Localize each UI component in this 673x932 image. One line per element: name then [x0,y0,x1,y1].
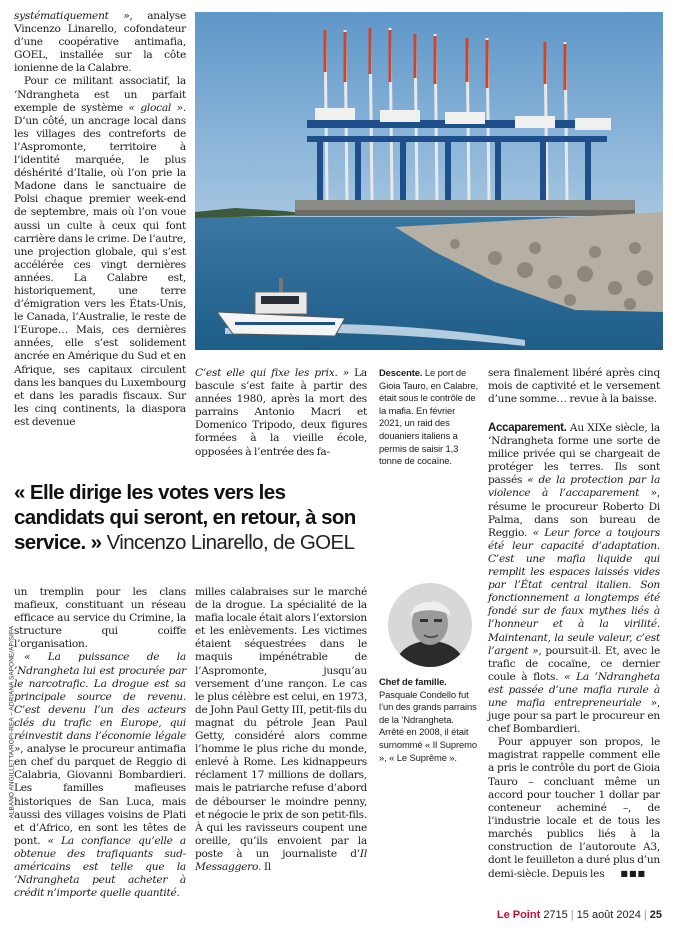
text-run: La bascule s’est faite à partir des années 1980, après la mort des parrains Antonio Macri et Domenico Tripodo, deux figures formées à la vieille école, opposées à l’entrée des fa- [195,367,368,458]
footer-separator: | [570,909,574,921]
text-run: un tremplin pour les clans mafieux, constituant un réseau efficace au service du Crimine, la structure qui coiffe l’organisation. [14,586,186,651]
magazine-brand: Le Point [496,909,541,921]
text-run: « La ’Ndrangheta est passée d’une mafia rurale à une mafia entrepreneuriale » [488,670,660,709]
page-number: 25 [649,909,662,921]
footer-separator: | [643,909,647,921]
column-right-main [488,422,660,881]
harbor-photo [195,12,663,350]
paragraph [488,422,660,736]
text-run: . D’un côté, un ancrage local dans les villages des contreforts de l’Aspromonte, territoire à l’identité marquée, le plus déshérité d’Italie, où l’on prie la Madone dans le sanctuaire de Polsi chaque premier week-end de septembre, mais où l’on voue aussi un culte à ceux qui font carrière dans le crime. De l’autre, une projection globale, qui s’est accélérée ces vingt dernières années. La Calabre est, historiquement, une terre d’émigration vers les États-Unis, le Canada, l’Australie, le reste de l’Europe… Mais, ces dernières années, elle s’est solidement ancrée en Amérique du Sud et en Afrique, ses capitaux circulent dans les banques du Luxembourg et dans les paradis fiscaux. Sur les cinq continents, la diaspora est devenue [14,101,186,428]
photo-credit: ALBANO ANGILLETTA/ROPI-REA – ADRIANA SAPONE/AP/SIPA [8,625,16,819]
photo-caption-title: Descente. [379,367,423,378]
photo-caption-text: Le port de Gioia Tauro, en Calabre, était sous le contrôle de la mafia. En février 2021, un raid des douaniers italiens a permis de saisir 1,3 tonne de cocaïne. [379,367,479,467]
text-run: . Il [258,860,271,873]
page-footer [470,909,662,921]
text-run: « glocal » [128,101,183,114]
issue-date: 15 août 2024 [576,909,641,921]
paragraph [488,367,660,406]
portrait-caption [379,676,479,764]
text-run: Pour appuyer son propos, le magistrat rappelle comment elle a pris le contrôle du port de Gioia Tauro – concluant même un accord pour toucher 1 dollar par conteneur acheminé –, de l’industrie locale et de tous les marchés publics liés à la construction de l’autoroute A3, dont le feuilleton a duré plus d’un demi-siècle. Depuis les [488,736,660,881]
paragraph [14,586,186,651]
column-left-bottom [14,586,186,900]
text-run: « Leur force a toujours été leur capacité d’adaptation. C’est une mafia liquide qui remplit les espaces laissés vides par l’État central italien. Son fonctionnement a longtemps été fondé sur de faux mythes liés à l’honneur et à la virilité. Maintenant, la seule valeur, c’est l’argent » [488,526,661,657]
issue-number: 2715 [543,909,568,921]
text-run: « La puissance de la ’Ndrangheta lui est procurée par le narcotrafic. La drogue est sa principale source de revenu. C’est devenu l’un des acteurs clés du trafic en Europe, qui réinvestit dans l’économie légale » [14,651,186,756]
paragraph [14,10,186,75]
section-heading: Accaparement. [488,422,567,434]
photo-caption [379,367,479,468]
text-run: systématiquement » [14,10,130,22]
text-run: C’est elle qui fixe les prix. » [195,367,350,379]
text-run: , analyse Vincenzo Linarello, cofondateur d’une coopérative antimafia, GOEL, installée sur la côte ionienne de la Calabre. [14,10,186,75]
harbor-illustration [195,12,663,350]
text-run: sera finalement libéré après cinq mois de captivité et le versement d’une somme… revue à la baisse. [488,367,660,406]
portrait-illustration [388,583,472,667]
pull-quote-author: Vincenzo Linarello, de GOEL [106,531,355,554]
text-run: Il Messaggero [195,847,367,873]
text-run: « La confiance qu’elle a obtenue des trafiquants sud-américains est telle que la ’Ndrangheta peut acheter à crédit n’importe quelle quantité. [14,834,186,900]
column-middle-top [195,367,367,459]
text-run: milles calabraises sur le marché de la drogue. La spécialité de la mafia locale était alors l’extorsion et les enlèvements. Les victimes étaient séquestrées dans le maquis impénétrable de l’Aspromonte, jusqu’au versement d’une rançon. Le cas le plus célèbre est celui, en 1973, de John Paul Getty III, petit-fils du magnat du pétrole Jean Paul Getty, considéré alors comme l’homme le plus riche du monde, enlevé à Rome. Les kidnappeurs réclament 17 millions de dollars, mais le patriarche refuse d’abord de débourser le moindre penny, et négocie le prix de son petit-fils. À qui les ravisseurs coupent une oreille, qu’ils envoient par la poste à un journaliste d’ [195,586,367,860]
portrait-photo [388,583,472,667]
column-intro [14,10,186,429]
portrait-caption-title: Chef de famille. [379,676,447,687]
paragraph [488,736,660,881]
text-run: Pour ce militant associatif, la ’Ndrangheta est un parfait exemple de système [14,75,186,114]
text-run: « de la protection par la violence à l’accaparement » [488,474,661,500]
column-middle-bottom [195,586,367,874]
paragraph [195,367,367,459]
text-run: , poursuit-il. Et, avec le trafic de cocaïne, ce dernier coule à flots. [488,644,660,683]
end-of-article-mark: ■■■ [620,869,647,879]
paragraph [195,586,367,874]
pull-quote-text: « Elle dirige les votes vers les candidats qui seront, en retour, à son service. » [14,481,356,554]
column-right-top [488,367,660,406]
text-run: , analyse le procureur antimafia en chef du parquet de Reggio di Calabria, Giovanni Bombardieri. Les familles mafieuses historiques de San Luca, mais aussi des villages voisins de Plati et d’Africo, en sont les têtes de pont. [14,743,186,847]
pull-quote [14,480,374,555]
portrait-caption-text: Pasquale Condello fut l’un des grands parrains de la ’Ndrangheta. Arrêté en 2008, il était surnommé « Il Supremo », « Le Suprême ». [379,688,477,763]
text-run: Au XIXe siècle, la ’Ndrangheta forme une sorte de milice privée qui se chargeait de protéger les terres. Ils sont passés [488,422,660,487]
text-run: , résume le procureur Roberto Di Palma, dans son bureau de Reggio. [488,487,660,539]
paragraph [14,651,186,900]
text-run: , juge pour sa part le procureur en chef Bombardieri. [488,696,660,736]
paragraph [14,75,186,429]
